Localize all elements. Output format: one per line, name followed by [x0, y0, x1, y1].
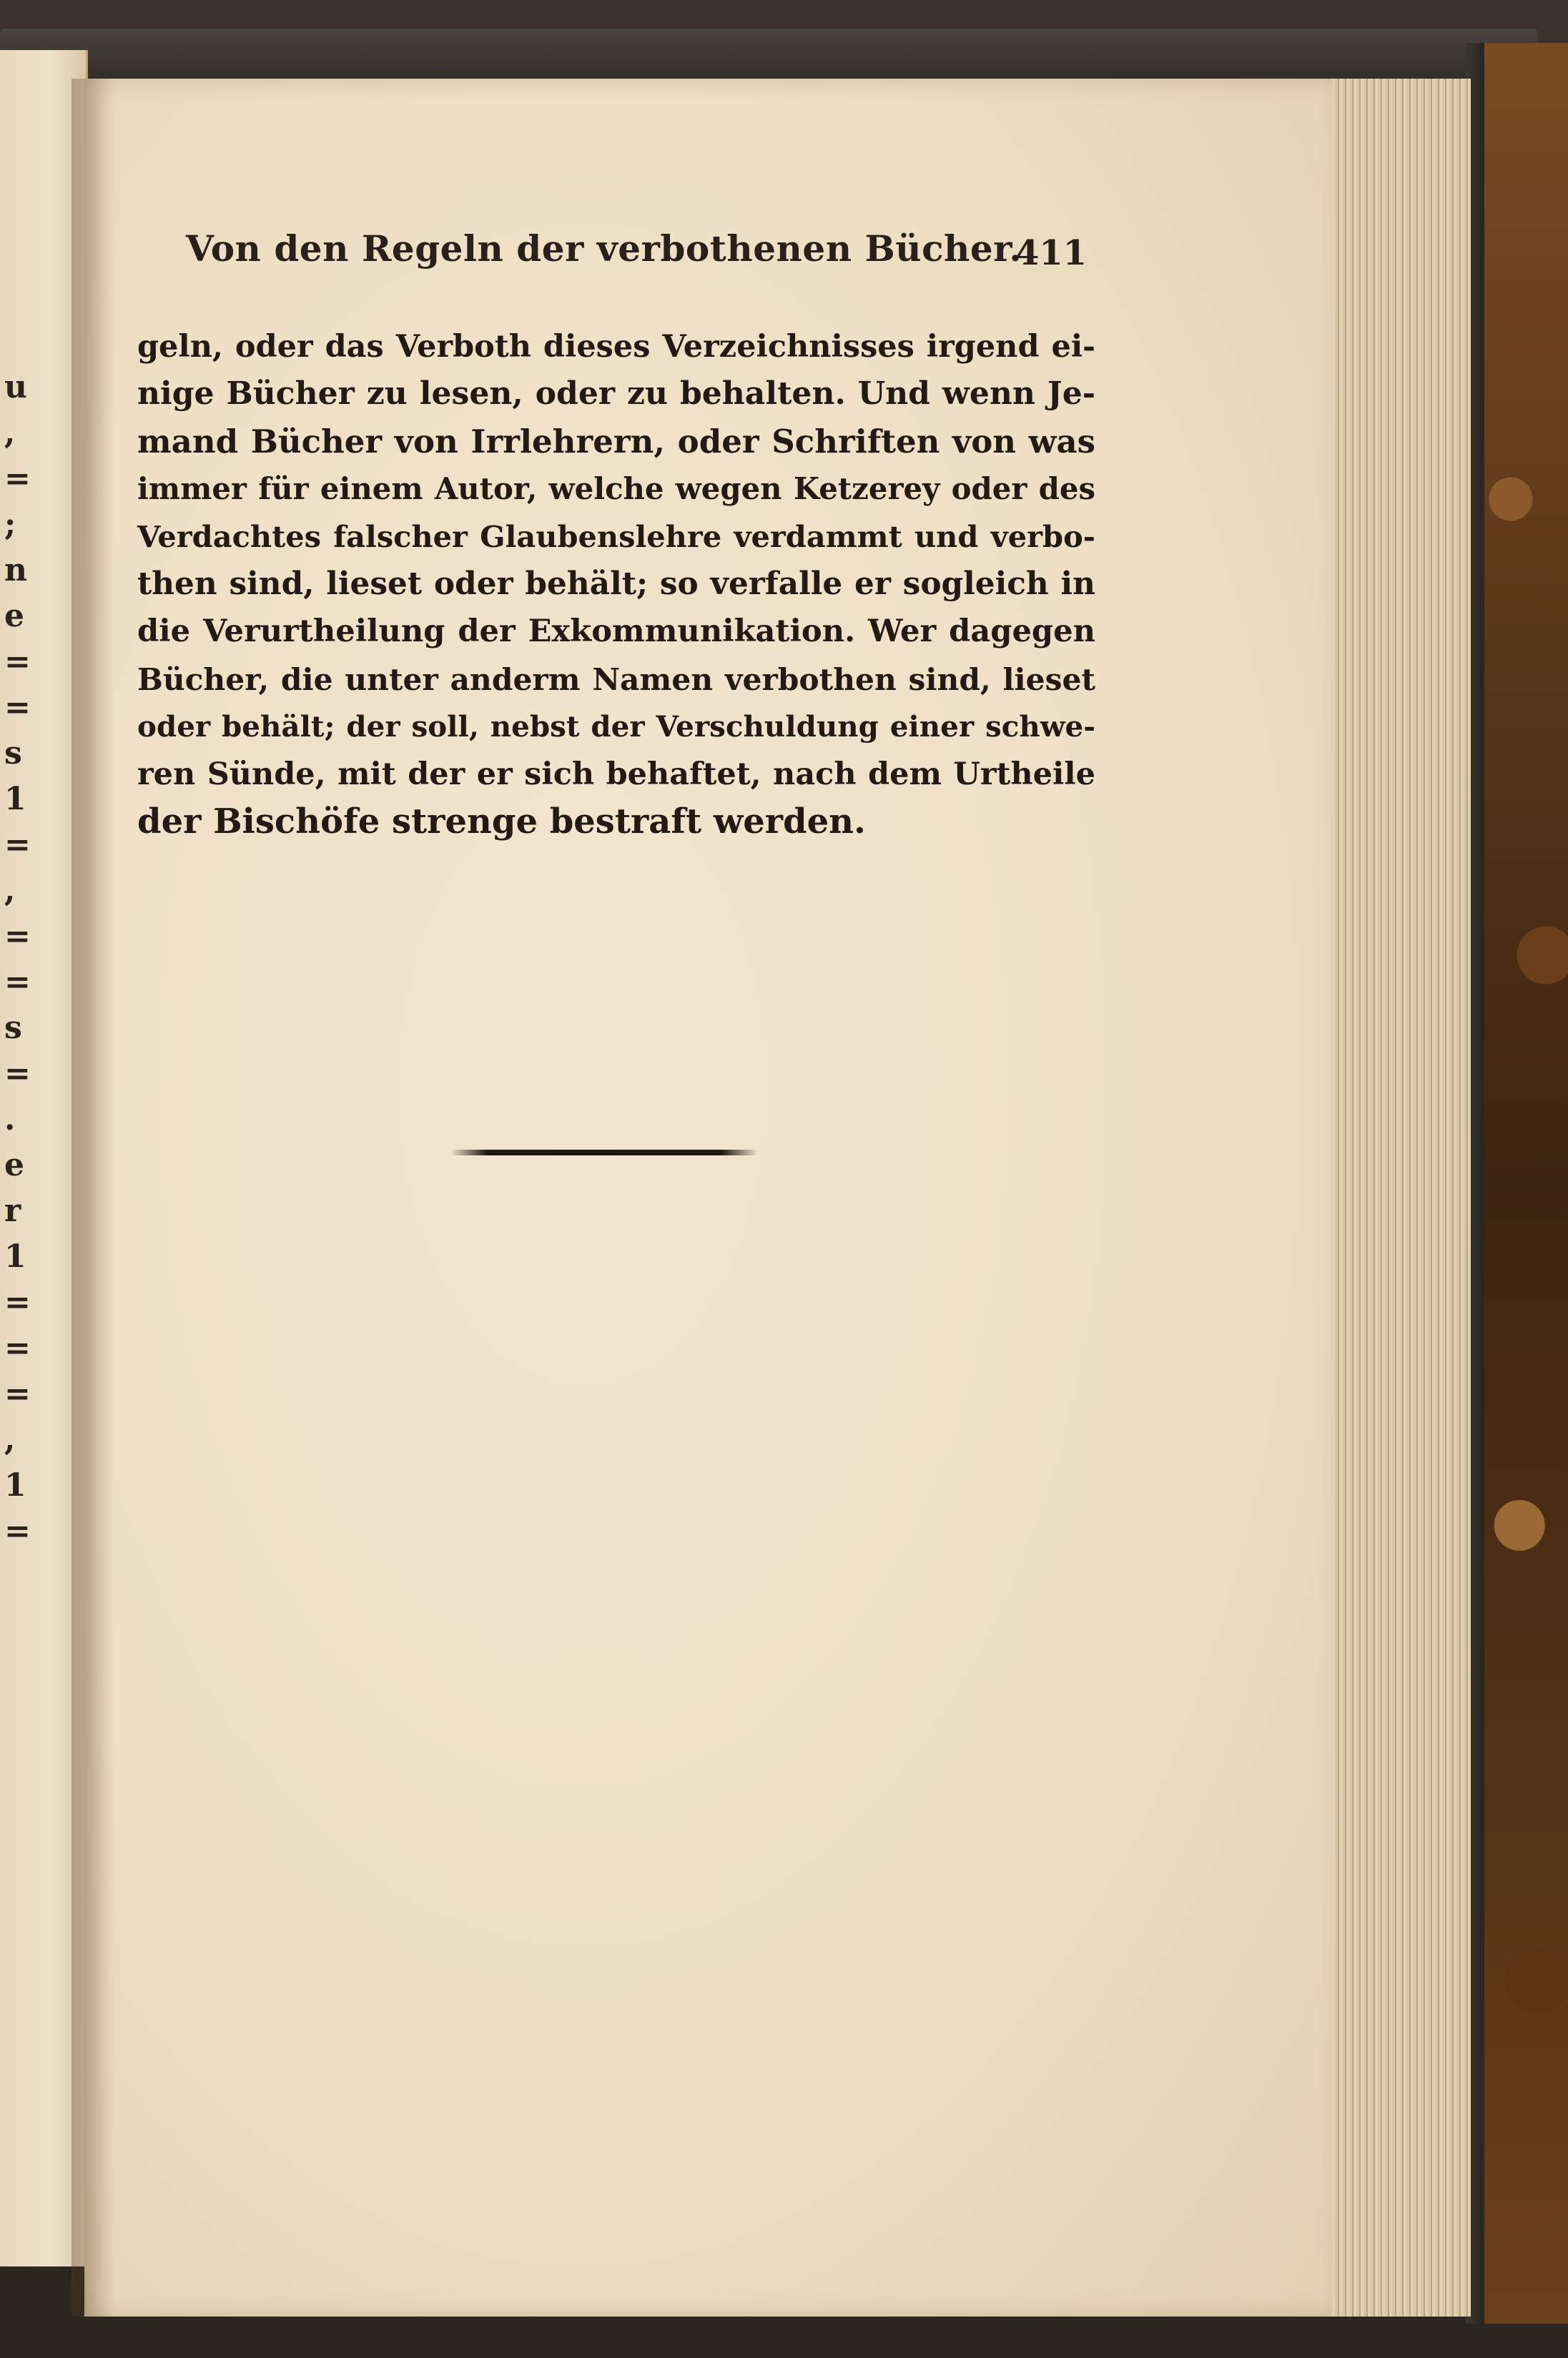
text-line: ren Sünde, mit der er sich behaftet, nach dem Urtheile: [137, 756, 1095, 792]
fragment: =: [4, 1330, 31, 1366]
fragment: s: [4, 1010, 22, 1046]
fragment: =: [4, 1376, 31, 1412]
fragment: 1: [4, 1467, 26, 1504]
text-line: Bücher, die unter anderm Namen verbothen sind, lieset: [137, 661, 1095, 697]
page-stack-edge: [1326, 79, 1471, 2317]
fragment: =: [4, 918, 31, 954]
section-end-rule: [450, 1150, 758, 1155]
text-line: immer für einem Autor, welche wegen Ketzerey oder des: [137, 471, 1095, 507]
fragment: =: [4, 643, 31, 680]
fragment: r: [4, 1193, 21, 1229]
marbled-cover-board: [1480, 43, 1568, 2324]
text-line: geln, oder das Verboth dieses Verzeichnisses irgend ei-: [137, 329, 1095, 365]
page-number: 411: [1015, 233, 1088, 273]
text-line: then sind, lieset oder behält; so verfalle er sogleich in: [137, 565, 1095, 602]
fragment: =: [4, 1284, 31, 1321]
fragment: s: [4, 735, 22, 771]
text-line: mand Bücher von Irrlehrern, oder Schriften von was: [137, 422, 1095, 460]
fragment: =: [4, 689, 31, 726]
previous-page-text-fragments: [4, 365, 33, 1554]
fragment: ,: [4, 872, 16, 909]
gutter-shadow: [72, 79, 114, 2317]
text-line: Verdachtes falscher Glaubenslehre verdammt und verbo-: [137, 518, 1095, 554]
fragment: e: [4, 1147, 24, 1183]
fragment: ;: [4, 506, 16, 543]
fragment: u: [4, 369, 27, 405]
fragment: 1: [4, 1238, 26, 1275]
fragment: e: [4, 598, 24, 634]
text-line: die Verurtheilung der Exkommunikation. Wer dagegen: [137, 613, 1095, 650]
body-text: [137, 323, 1095, 845]
fragment: .: [4, 1101, 16, 1138]
text-line: oder behält; der soll, nebst der Verschuldung einer schwe-: [137, 709, 1095, 744]
fragment: =: [4, 827, 31, 863]
text-line: nige Bücher zu lesen, oder zu behalten. Und wenn Je-: [137, 375, 1095, 413]
fragment: =: [4, 964, 31, 1000]
fragment: 1: [4, 781, 26, 817]
fragment: =: [4, 460, 31, 497]
running-head: Von den Regeln der verbothenen Bücher.: [186, 227, 1022, 270]
fragment: =: [4, 1055, 31, 1092]
fragment: ,: [4, 415, 16, 451]
fragment: n: [4, 552, 27, 588]
fragment: ,: [4, 1421, 16, 1458]
fragment: =: [4, 1513, 31, 1549]
top-binding-board: [0, 29, 1537, 86]
text-line: der Bischöfe strenge bestraft werden.: [137, 801, 866, 842]
